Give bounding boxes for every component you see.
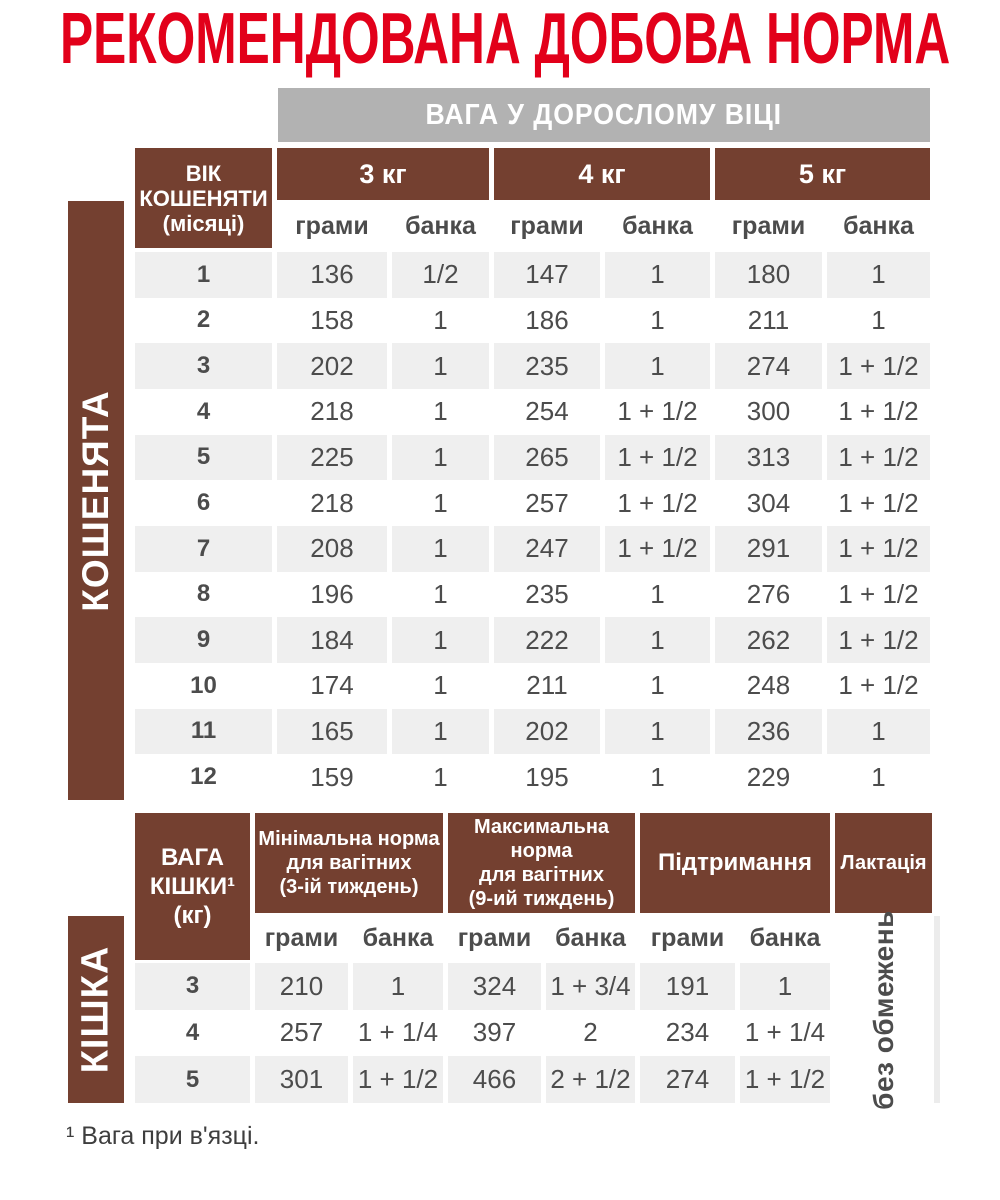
header-line: для вагітних: [479, 864, 604, 886]
row-label-cell: 1: [135, 252, 272, 298]
cats-subheader-row: [255, 916, 830, 960]
value-cell: 1: [353, 963, 443, 1010]
value-cell: 1 + 1/2: [827, 617, 930, 663]
value-cell: 165: [277, 709, 387, 755]
value-cell: 1: [392, 526, 489, 572]
table-row: [135, 526, 930, 572]
value-cell: 136: [277, 252, 387, 298]
column-header-can: банка: [843, 211, 914, 240]
value-cell: 1 + 1/2: [838, 578, 919, 609]
value-cell: 234: [665, 1017, 710, 1048]
lactation-unlimited-label: без обмежень: [867, 909, 899, 1110]
table-row: [135, 617, 930, 663]
column-header-can: банка: [749, 923, 821, 952]
column-header-grams: грами: [295, 211, 369, 240]
value-cell: 1: [392, 343, 489, 389]
header-line: (9-ий тиждень): [468, 888, 615, 910]
value-cell: 1: [392, 709, 489, 755]
kittens-side-label: КОШЕНЯТА: [75, 389, 116, 612]
value-cell: 324: [448, 963, 541, 1010]
value-cell: 1 + 1/2: [838, 487, 919, 518]
cat-side-label: КІШКА: [74, 945, 117, 1074]
table-row: [135, 1056, 830, 1103]
value-cell: 274: [640, 1056, 735, 1103]
adult-weight-band-label: ВАГА У ДОРОСЛОМУ ВІЦІ: [425, 98, 783, 131]
table-row: [135, 663, 930, 709]
value-cell: 301: [255, 1056, 348, 1103]
column-header-grams: грами: [510, 211, 584, 240]
value-cell: 159: [310, 761, 354, 792]
value-cell: 1 + 1/2: [740, 1056, 830, 1103]
value-cell: 195: [525, 761, 569, 792]
value-cell: 254: [525, 396, 569, 427]
value-cell: 1: [433, 396, 448, 427]
header-line: (місяці): [162, 210, 245, 236]
value-cell: 257: [279, 1017, 324, 1048]
page-title: РЕКОМЕНДОВАНА ДОБОВА НОРМА: [60, 0, 951, 79]
value-cell: 1: [433, 761, 448, 792]
value-cell: 300: [746, 396, 791, 427]
value-cell: 174: [310, 670, 354, 701]
table-row: [135, 389, 930, 435]
value-cell: 229: [746, 761, 791, 792]
column-header-can: банка: [555, 923, 626, 952]
value-cell: 248: [746, 670, 791, 701]
value-cell: 1: [827, 252, 930, 298]
adult-weight-band: [278, 88, 930, 142]
value-cell: 202: [277, 343, 387, 389]
value-cell: 291: [715, 526, 822, 572]
value-cell: 1: [605, 343, 710, 389]
value-cell: 1: [650, 578, 665, 609]
cat-side-bar: [68, 916, 124, 1103]
table-row: [135, 709, 930, 755]
column-header-can: банка: [622, 211, 693, 240]
value-cell: 1 + 1/2: [353, 1056, 443, 1103]
value-cell: 1 + 1/4: [744, 1017, 826, 1048]
row-label-cell: 8: [196, 580, 211, 608]
value-cell: 1: [827, 709, 930, 755]
table-row: [135, 963, 830, 1010]
header-line: Мінімальна норма: [258, 828, 440, 850]
value-cell: 1: [433, 578, 448, 609]
maintenance-header: Підтримання: [640, 813, 830, 913]
footnote: ¹ Вага при в'язці.: [66, 1122, 260, 1150]
value-cell: 1: [392, 435, 489, 481]
table-edge-divider: [934, 916, 940, 1103]
value-cell: 184: [277, 617, 387, 663]
value-cell: 210: [255, 963, 348, 1010]
lactation-unlimited-cell: [835, 909, 932, 1110]
row-label-cell: 4: [185, 1018, 200, 1046]
value-cell: 186: [525, 304, 569, 335]
value-cell: 1: [392, 617, 489, 663]
value-cell: 1 + 1/2: [827, 526, 930, 572]
row-label-cell: 5: [135, 1056, 250, 1103]
header-line: для вагітних: [286, 852, 412, 874]
value-cell: 218: [310, 396, 354, 427]
value-cell: 1: [740, 963, 830, 1010]
value-cell: 1: [605, 709, 710, 755]
kittens-table-body: [135, 252, 930, 800]
value-cell: 1: [650, 761, 665, 792]
value-cell: 1: [871, 304, 886, 335]
header-line: ВАГА: [161, 844, 224, 871]
value-cell: 218: [310, 487, 354, 518]
table-row: [135, 343, 930, 389]
row-label-cell: 5: [135, 435, 272, 481]
value-cell: 147: [494, 252, 600, 298]
value-cell: 158: [310, 304, 354, 335]
kittens-side-bar: [68, 201, 124, 800]
value-cell: 1: [433, 487, 448, 518]
value-cell: 236: [715, 709, 822, 755]
header-line: Максимальна норма: [473, 816, 610, 862]
value-cell: 1: [433, 670, 448, 701]
row-label-cell: 10: [190, 671, 217, 699]
value-cell: 235: [525, 578, 569, 609]
table-row: [135, 480, 930, 526]
row-label-cell: 7: [135, 526, 272, 572]
min-pregnant-header: [255, 813, 443, 913]
row-label-cell: 3: [135, 343, 272, 389]
value-cell: 191: [640, 963, 735, 1010]
row-label-cell: 11: [135, 709, 272, 755]
lactation-header: Лактація: [835, 813, 932, 913]
value-cell: 397: [472, 1017, 517, 1048]
value-cell: 1: [650, 670, 665, 701]
cat-weight-column-header: [135, 813, 250, 960]
value-cell: 235: [494, 343, 600, 389]
header-line: КІШКИ¹: [149, 873, 236, 900]
weight-group-header-5kg: 5 кг: [715, 148, 930, 200]
value-cell: 262: [715, 617, 822, 663]
value-cell: 1 + 3/4: [546, 963, 635, 1010]
header-line: КОШЕНЯТИ: [139, 185, 268, 211]
header-line: (3-ій тиждень): [279, 876, 419, 898]
value-cell: 222: [494, 617, 600, 663]
value-cell: 274: [715, 343, 822, 389]
value-cell: 1 + 1/2: [827, 435, 930, 481]
value-cell: 1: [433, 304, 448, 335]
value-cell: 1 + 1/2: [605, 526, 710, 572]
value-cell: 211: [747, 304, 790, 335]
value-cell: 247: [494, 526, 600, 572]
row-label-cell: 12: [190, 763, 217, 791]
value-cell: 304: [746, 487, 791, 518]
value-cell: 1 + 1/2: [827, 343, 930, 389]
table-row: [135, 298, 930, 344]
value-cell: 1: [871, 761, 886, 792]
cats-table-body: [135, 963, 830, 1103]
header-line: (кг): [173, 902, 212, 929]
table-row: [135, 754, 930, 800]
table-row: [135, 572, 930, 618]
table-row: [135, 252, 930, 298]
value-cell: 257: [525, 487, 569, 518]
value-cell: 1 + 1/2: [617, 396, 698, 427]
value-cell: 211: [526, 670, 568, 701]
value-cell: 1: [605, 252, 710, 298]
value-cell: 1: [605, 617, 710, 663]
row-label-cell: 6: [196, 489, 211, 517]
value-cell: 276: [746, 578, 791, 609]
value-cell: 2: [583, 1017, 598, 1048]
column-header-grams: грами: [731, 211, 806, 240]
row-label-cell: 9: [135, 617, 272, 663]
weight-group-header-4kg: 4 кг: [494, 148, 710, 200]
value-cell: 196: [310, 578, 354, 609]
value-cell: 2 + 1/2: [546, 1056, 635, 1103]
column-header-grams: грами: [264, 923, 339, 952]
value-cell: 202: [494, 709, 600, 755]
kitten-age-column-header: [135, 148, 272, 248]
value-cell: 466: [448, 1056, 541, 1103]
row-label-cell: 4: [196, 397, 211, 425]
row-label-cell: 3: [135, 963, 250, 1010]
value-cell: 225: [277, 435, 387, 481]
value-cell: 1 + 1/2: [605, 435, 710, 481]
row-label-cell: 2: [196, 306, 211, 334]
value-cell: 1/2: [392, 252, 489, 298]
column-header-grams: грами: [650, 923, 725, 952]
column-header-can: банка: [405, 211, 476, 240]
value-cell: 1 + 1/4: [357, 1017, 439, 1048]
value-cell: 313: [715, 435, 822, 481]
value-cell: 1 + 1/2: [838, 396, 919, 427]
value-cell: 265: [494, 435, 600, 481]
table-row: [135, 435, 930, 481]
header-line: ВІК: [185, 160, 222, 186]
table-row: [135, 1010, 830, 1057]
value-cell: 180: [715, 252, 822, 298]
column-header-can: банка: [362, 923, 434, 952]
value-cell: 1: [650, 304, 665, 335]
value-cell: 208: [277, 526, 387, 572]
value-cell: 1 + 1/2: [838, 670, 919, 701]
max-pregnant-header: [448, 813, 635, 913]
column-header-grams: грами: [457, 923, 532, 952]
value-cell: 1 + 1/2: [617, 487, 698, 518]
weight-group-header-3kg: 3 кг: [277, 148, 489, 200]
kittens-subheader-row: [277, 204, 930, 248]
